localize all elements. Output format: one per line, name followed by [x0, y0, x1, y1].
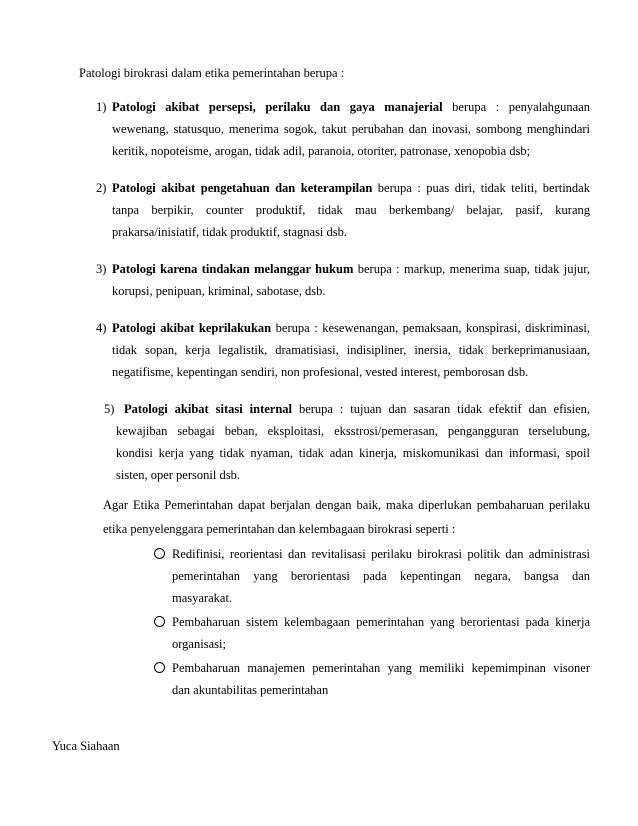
- bullet-item: [152, 657, 590, 701]
- list-item-line: keritik, nopoteisme, arogan, tidak adil, paranoia, otoriter, patronase, xenopobia dsb;: [112, 144, 531, 158]
- intro-text: Patologi birokrasi dalam etika pemerintahan berupa :: [79, 66, 345, 80]
- list-item-line: sisten, oper personil dsb.: [116, 468, 240, 482]
- circle-bullet-icon: [154, 662, 165, 673]
- bullet-line: dan akuntabilitas pemerintahan: [172, 683, 329, 697]
- bullet-item: [152, 543, 590, 609]
- bullet-line: organisasi;: [172, 637, 226, 651]
- list-item-line: tidak sopan, kerja legalistik, dramatisiasi, indisipliner, inersia, tidak berkeprimanusiaan,: [112, 343, 590, 357]
- list-item-line: 5) Patologi akibat sitasi internal berupa : tujuan dan sasaran tidak efektif dan efisien,: [116, 398, 590, 420]
- paragraph-line: etika penyelenggara pemerintahan dan kelembagaan birokrasi seperti :: [103, 522, 456, 536]
- pathology-list: [96, 96, 590, 501]
- list-item-heading: Patologi akibat pengetahuan dan keterampilan: [112, 181, 373, 195]
- bullet-line: Pembaharuan manajemen pemerintahan yang memiliki kepemimpinan visoner: [172, 661, 590, 675]
- list-item-line: 1) Patologi akibat persepsi, perilaku dan gaya manajerial berupa : penyalahgunaan: [112, 96, 590, 118]
- list-item-heading: Patologi karena tindakan melanggar hukum: [112, 262, 354, 276]
- list-item: [96, 317, 590, 383]
- list-item-heading: Patologi akibat sitasi internal: [124, 402, 293, 416]
- bullet-line: masyarakat.: [172, 591, 233, 605]
- list-item-line: 2) Patologi akibat pengetahuan dan keterampilan berupa : puas diri, tidak teliti, bertindak: [112, 177, 590, 199]
- list-item-number: 2): [96, 181, 107, 195]
- list-item-line: korupsi, penipuan, kriminal, sabotase, dsb.: [112, 284, 326, 298]
- list-item-heading: Patologi akibat keprilakukan: [112, 321, 272, 335]
- list-item-number: 3): [96, 262, 107, 276]
- circle-bullet-icon: [154, 616, 165, 627]
- circle-bullet-icon: [154, 548, 165, 559]
- reform-paragraph: [103, 493, 590, 541]
- list-item-number: 1): [96, 100, 107, 114]
- reform-bullet-list: [152, 543, 590, 703]
- list-item-line: kondisi kerja yang tidak nyaman, tidak adan kinerja, miskomunikasi dan informasi, spoil: [116, 446, 590, 460]
- list-item-line: wewenang, statusquo, menerima sogok, takut perubahan dan inovasi, sombong menghindari: [112, 122, 590, 136]
- bullet-line: Pembaharuan sistem kelembagaan pemerintahan yang berorientasi pada kinerja: [172, 615, 590, 629]
- bullet-line: Redifinisi, reorientasi dan revitalisasi perilaku birokrasi politik dan administrasi: [172, 547, 590, 561]
- bullet-line: pemerintahan yang berorientasi pada kepentingan negara, bangsa dan: [172, 569, 590, 583]
- list-item: [96, 96, 590, 162]
- list-item-number: 5): [104, 402, 115, 416]
- list-item-line: tanpa berpikir, counter produktif, tidak mau berkembang/ belajar, pasif, kurang: [112, 203, 590, 217]
- list-item-line: 4) Patologi akibat keprilakukan berupa : kesewenangan, pemaksaan, konspirasi, diskriminasi,: [112, 317, 590, 339]
- list-item: [96, 258, 590, 302]
- list-item-line: prakarsa/inisiatif, tidak produktif, stagnasi dsb.: [112, 225, 348, 239]
- list-item: [96, 177, 590, 243]
- list-item: [96, 398, 590, 486]
- footer-author: Yuca Siahaan: [52, 739, 120, 753]
- list-item-line: 3) Patologi karena tindakan melanggar hukum berupa : markup, menerima suap, tidak jujur,: [112, 258, 590, 280]
- list-item-number: 4): [96, 321, 107, 335]
- bullet-item: [152, 611, 590, 655]
- list-item-line: kewajiban sebagai beban, eksploitasi, eksstrosi/pemerasan, pengangguran terselubung,: [116, 424, 590, 438]
- list-item-heading: Patologi akibat persepsi, perilaku dan gaya manajerial: [112, 100, 443, 114]
- list-item-line: negatifisme, kepentingan sendiri, non profesional, vested interest, pemborosan dsb.: [112, 365, 529, 379]
- paragraph-line: Agar Etika Pemerintahan dapat berjalan dengan baik, maka diperlukan pembaharuan perilaku: [103, 498, 590, 512]
